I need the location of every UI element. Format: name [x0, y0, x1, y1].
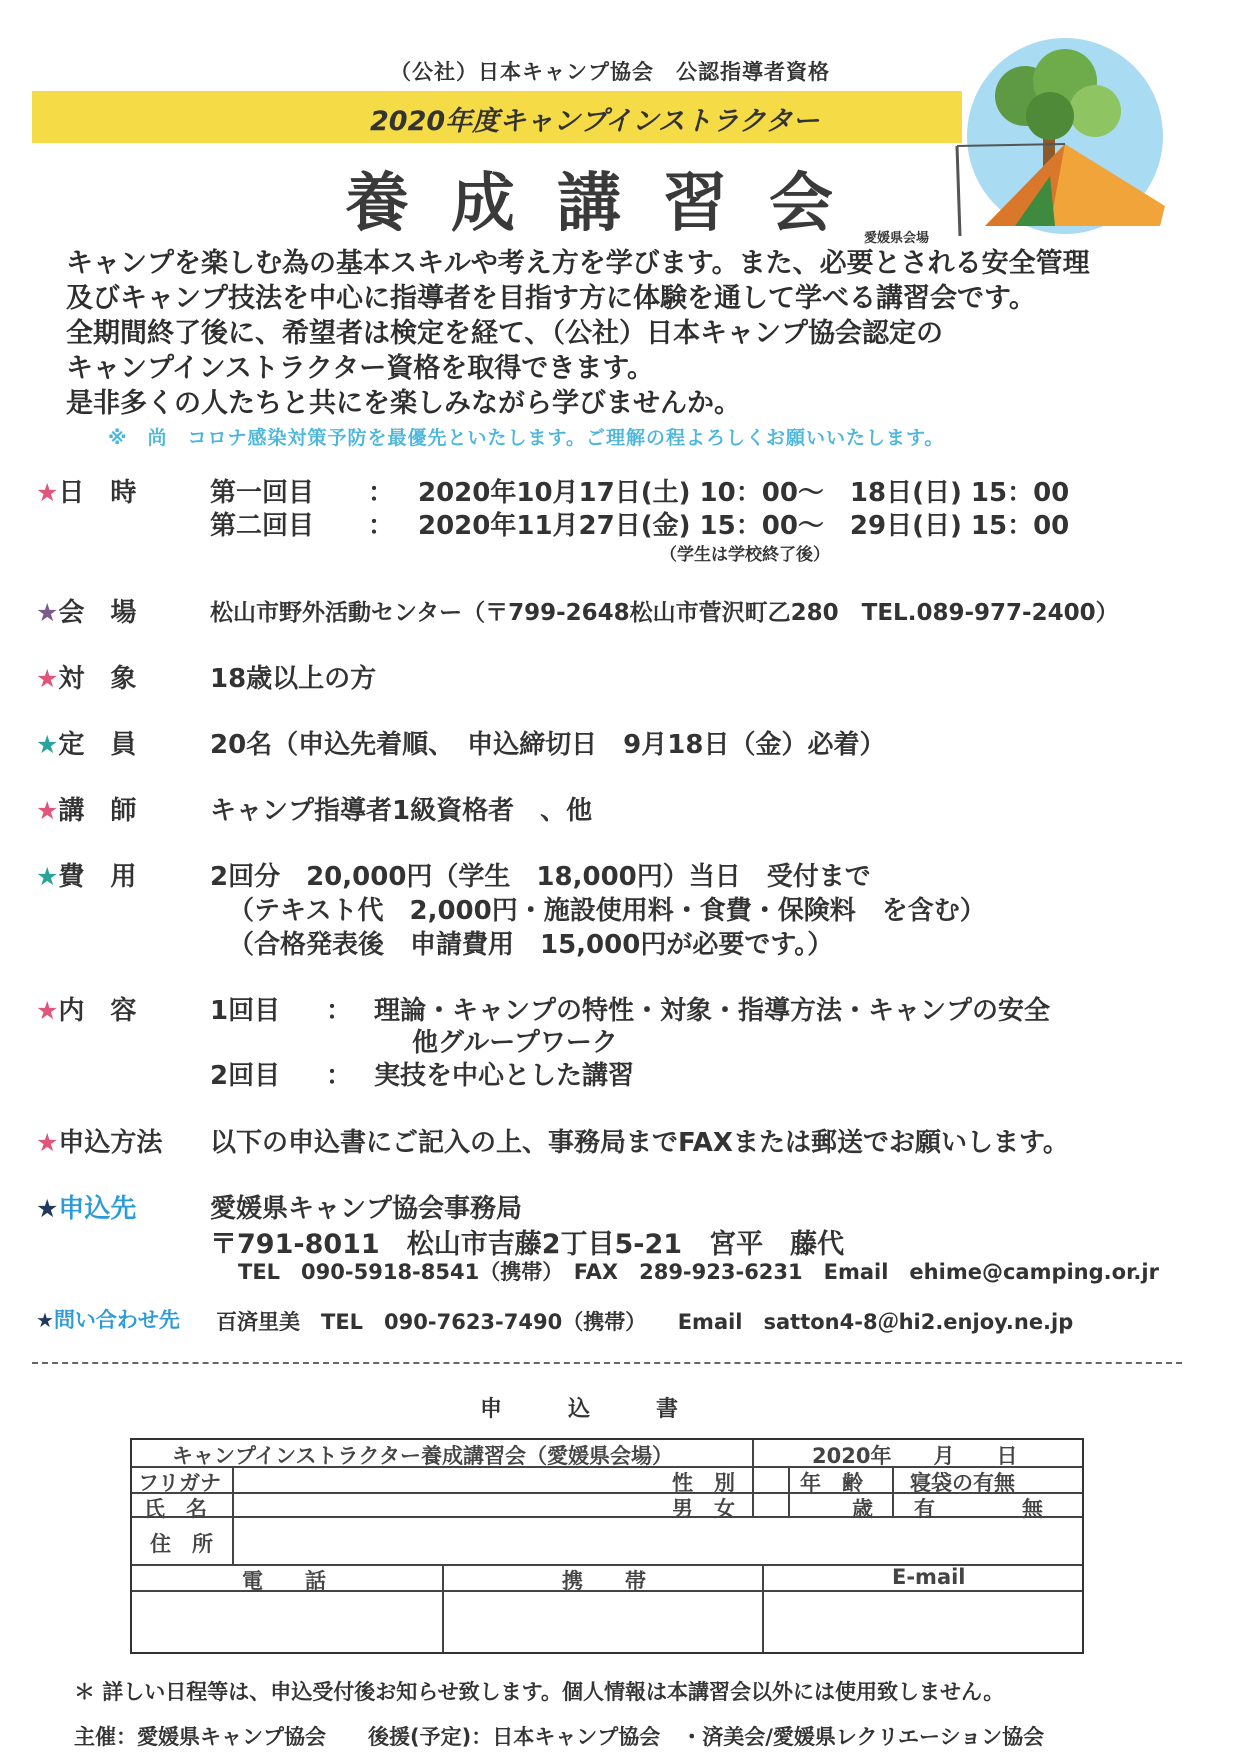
gender-options[interactable]: 男 女 — [672, 1497, 735, 1521]
intro-text — [66, 246, 1090, 421]
schedule-row-1-name: 第一回目 — [210, 478, 315, 508]
furigana-label: フリガナ — [138, 1471, 221, 1495]
star-icon: ★ — [36, 996, 59, 1025]
star-icon: ★ — [36, 598, 59, 627]
address-label: 住 所 — [150, 1532, 213, 1556]
inquiry-label: 問い合わせ先 — [53, 1308, 180, 1332]
phone-label: 電 話 — [242, 1569, 326, 1593]
name-label: 氏 名 — [144, 1497, 207, 1521]
form-date[interactable]: 2020年 月 日 — [812, 1444, 1018, 1468]
schedule-row-1-sep: ： — [368, 478, 395, 508]
form-title: キャンプインストラクター養成講習会（愛媛県会場） — [172, 1444, 674, 1468]
content-row-2-sep: ： — [326, 1061, 353, 1091]
star-icon: ★ — [36, 664, 59, 693]
apply-to-address: 〒791-8011 松山市吉藤2丁目5-21 宮平 藤代 — [210, 1229, 845, 1260]
star-icon: ★ — [36, 796, 59, 825]
content-row-1-line-2: 他グループワーク — [412, 1028, 618, 1058]
cut-line-divider — [32, 1362, 1182, 1364]
intro-line-4: キャンプインストラクター資格を取得できます。 — [66, 353, 655, 384]
schedule-row-1-value: 2020年10月17日(土) 10：00～ 18日(日) 15：00 — [418, 478, 1070, 508]
venue-section — [36, 592, 136, 629]
organization-line: （公社）日本キャンプ協会 公認指導者資格 — [390, 60, 830, 84]
apply-to-contact: TEL 090-5918-8541（携帯） FAX 289-923-6231 Email ehime@camping.or.jr — [238, 1260, 1159, 1284]
sleeping-bag-no[interactable]: 無 — [1022, 1497, 1043, 1521]
star-icon: ★ — [36, 1308, 54, 1332]
intro-line-5: 是非多くの人たちと共にを楽しみながら学びませんか。 — [66, 388, 741, 419]
target-label: 対 象 — [58, 664, 137, 694]
intro-line-3: 全期間終了後に、希望者は検定を経て、（公社）日本キャンプ協会認定の — [66, 318, 943, 349]
inquiry-section — [36, 1304, 180, 1334]
camp-illustration — [955, 36, 1185, 236]
target-section — [36, 658, 136, 695]
page-title: 養成講習会 — [345, 167, 875, 241]
fee-line-3: （合格発表後 申請費用 15,000円が必要です。） — [228, 930, 834, 960]
star-icon: ★ — [36, 730, 59, 759]
star-icon: ★ — [36, 1128, 59, 1157]
fee-line-1: 2回分 20,000円（学生 18,000円）当日 受付まで — [210, 862, 871, 892]
apply-method-value: 以下の申込書にご記入の上、事務局までFAXまたは郵送でお願いします。 — [210, 1128, 1069, 1158]
apply-to-label: 申込先 — [58, 1194, 137, 1224]
schedule-row-2-value: 2020年11月27日(金) 15：00～ 29日(日) 15：00 — [418, 511, 1070, 541]
venue-value: 松山市野外活動センター（〒799-2648松山市菅沢町乙280 TEL.089-977-2400） — [210, 600, 1119, 626]
content-label: 内 容 — [58, 996, 137, 1026]
mobile-label: 携 帯 — [562, 1569, 646, 1593]
footnote: ＊ 詳しい日程等は、申込受付後お知らせ致します。個人情報は本講習会以外には使用致しません。 — [74, 1680, 1005, 1704]
content-row-2-name: 2回目 — [210, 1061, 281, 1091]
student-note: （学生は学校終了後） — [660, 545, 830, 565]
target-value: 18歳以上の方 — [210, 664, 377, 694]
covid-note: ※ 尚 コロナ感染対策予防を最優先といたします。ご理解の程よろしくお願いいたします。 — [108, 427, 945, 449]
fee-line-2: （テキスト代 2,000円・施設使用料・食費・保険料 を含む） — [228, 896, 986, 926]
capacity-label: 定 員 — [58, 730, 137, 760]
inquiry-value: 百済里美 TEL 090-7623-7490（携帯） Email satton4-8＠hi2.enjoy.ne.jp — [216, 1310, 1074, 1334]
host-line: 主催：愛媛県キャンプ協会 後援(予定)：日本キャンプ協会 ・済美会/愛媛県レクリエーション協会 — [74, 1725, 1045, 1749]
instructor-section — [36, 790, 136, 827]
intro-line-1: キャンプを楽しむ為の基本スキルや考え方を学びます。また、必要とされる安全管理 — [66, 248, 1090, 279]
content-row-1-line-1: 理論・キャンプの特性・対象・指導方法・キャンプの安全 — [374, 996, 1051, 1026]
subtitle: 2020年度キャンプインストラクター — [370, 106, 820, 137]
venue-tag: 愛媛県会場 — [864, 231, 930, 246]
content-row-1-name: 1回目 — [210, 996, 281, 1026]
star-icon: ★ — [36, 478, 59, 507]
email-label: E-mail — [892, 1565, 966, 1589]
content-row-2-line: 実技を中心とした講習 — [374, 1061, 635, 1091]
schedule-row-2-sep: ： — [368, 511, 395, 541]
apply-to-section — [36, 1188, 136, 1225]
star-icon: ★ — [36, 1194, 59, 1223]
capacity-section — [36, 724, 136, 761]
content-section — [36, 990, 136, 1027]
content-row-1-sep: ： — [326, 996, 353, 1026]
fee-section — [36, 856, 136, 893]
instructor-label: 講 師 — [58, 796, 137, 826]
venue-label: 会 場 — [58, 598, 137, 628]
fee-label: 費 用 — [58, 862, 137, 892]
instructor-value: キャンプ指導者1級資格者 、他 — [210, 796, 593, 826]
schedule-section — [36, 472, 136, 509]
star-icon: ★ — [36, 862, 59, 891]
sleeping-bag-label: 寝袋の有無 — [910, 1471, 1015, 1495]
apply-method-section — [36, 1122, 162, 1159]
apply-to-name: 愛媛県キャンプ協会事務局 — [210, 1194, 523, 1224]
application-form — [130, 1438, 1084, 1654]
schedule-row-2-name: 第二回目 — [210, 511, 315, 541]
gender-label: 性 別 — [672, 1471, 735, 1495]
age-unit: 歳 — [852, 1497, 873, 1521]
age-label: 年 齢 — [800, 1471, 863, 1495]
sleeping-bag-yes[interactable]: 有 — [914, 1497, 935, 1521]
apply-method-label: 申込方法 — [58, 1128, 163, 1158]
capacity-value: 20名（申込先着順、 申込締切日 9月18日（金）必着） — [210, 730, 886, 760]
form-heading: 申 込 書 — [480, 1397, 679, 1422]
intro-line-2: 及びキャンプ技法を中心に指導者を目指す方に体験を通して学べる講習会です。 — [66, 283, 1036, 314]
schedule-label: 日 時 — [58, 478, 137, 508]
